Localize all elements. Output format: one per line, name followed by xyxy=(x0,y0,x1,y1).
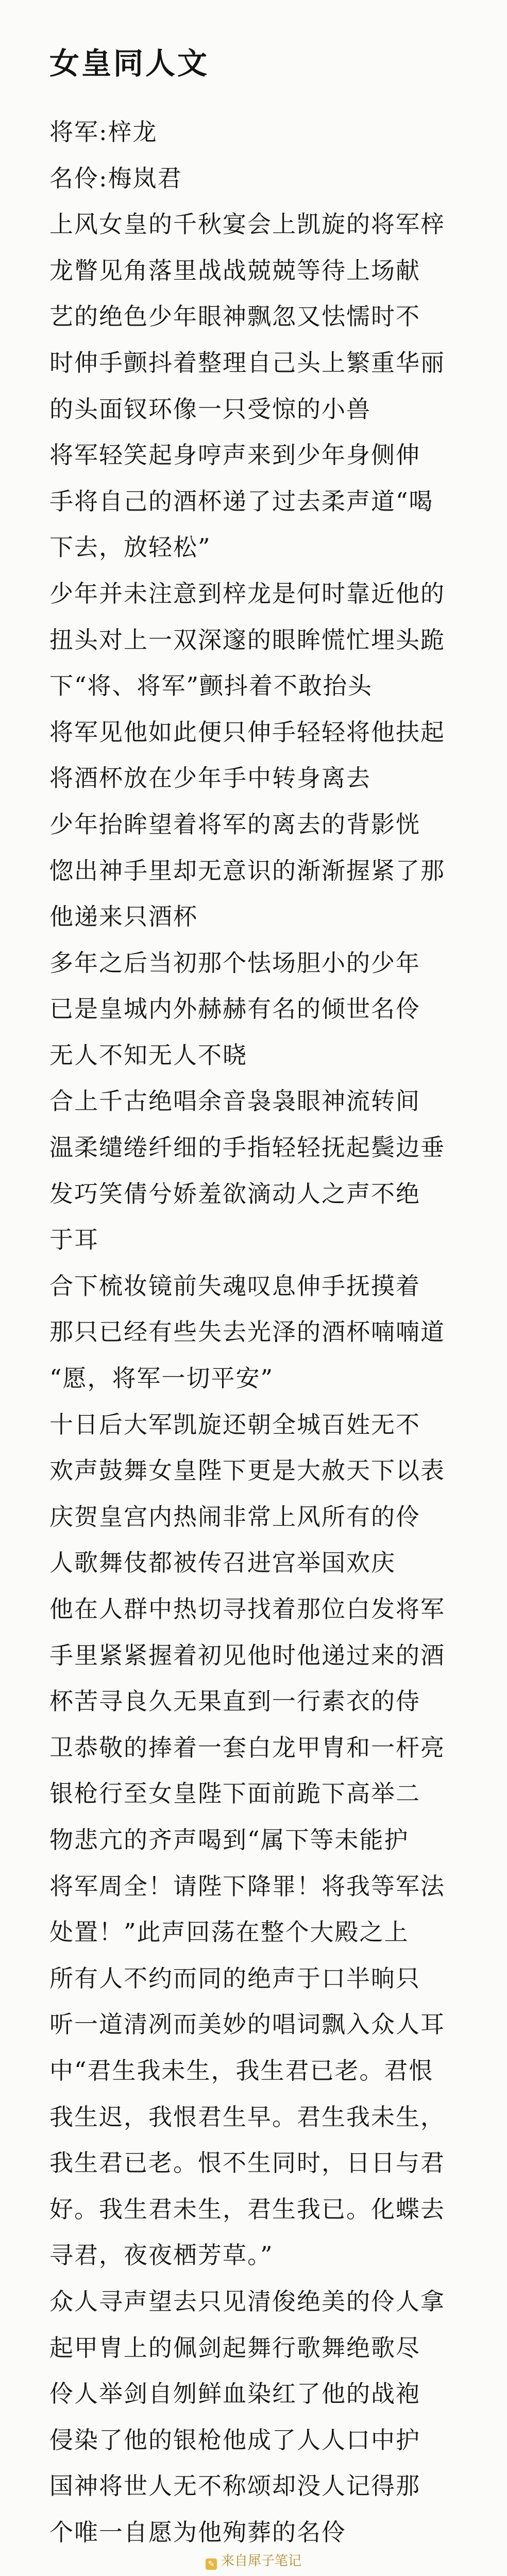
text-line: 个唯一自愿为他殉葬的名伶 xyxy=(49,2518,346,2546)
text-line: 所有人不约而同的绝声于口半晌只 xyxy=(49,1964,420,1992)
footer-attribution xyxy=(0,2550,507,2570)
text-line: 多年之后当初那个怯场胆小的少年 xyxy=(49,948,420,977)
text-line: 银枪行至女皇陛下面前跪下高举二 xyxy=(49,1780,420,1808)
text-line: 我生迟，我恨君生早。君生我未生， xyxy=(49,2103,445,2131)
text-line: 将军轻笑起身哼声来到少年身侧伸 xyxy=(49,441,420,469)
text-line: 艺的绝色少年眼神飘忽又怯懦时不 xyxy=(49,302,420,331)
text-line: 寻君，夜夜栖芳草。” xyxy=(49,2241,274,2269)
text-line: 中“君生我未生，我生君已老。君恨 xyxy=(49,2056,434,2084)
text-line: 手里紧紧握着初见他时他递过来的酒 xyxy=(49,1641,445,1669)
text-line: 好。我生君未生，君生我已。化蝶去 xyxy=(49,2195,445,2223)
text-line: 下去，放轻松” xyxy=(49,533,211,562)
text-line: 卫恭敬的捧着一套白龙甲胄和一杆亮 xyxy=(49,1733,445,1761)
text-line: 少年抬眸望着将军的离去的背影恍 xyxy=(49,810,420,838)
text-line: 听一道清冽而美妙的唱词飘入众人耳 xyxy=(49,2010,445,2039)
text-line: 合上千古绝唱余音袅袅眼神流转间 xyxy=(49,1087,420,1115)
text-line: 将军:梓龙 xyxy=(49,118,158,146)
text-line: 上风女皇的千秋宴会上凯旋的将军梓 xyxy=(49,210,445,239)
text-line: 侵染了他的银枪他成了人人口中护 xyxy=(49,2426,420,2454)
text-line: 十日后大军凯旋还朝全城百姓无不 xyxy=(49,1410,420,1438)
text-line: 下“将、将军”颤抖着不敢抬头 xyxy=(49,672,373,700)
text-line: 温柔缱绻纤细的手指轻轻抚起鬓边垂 xyxy=(49,1133,445,1162)
notebook-icon: ✎ xyxy=(206,2558,217,2570)
text-line: 无人不知无人不晓 xyxy=(49,1041,247,1069)
text-line: 国神将世人无不称颂却没人记得那 xyxy=(49,2472,420,2500)
text-line: “愿，将军一切平安” xyxy=(49,1364,274,1393)
text-line: 手将自己的酒杯递了过去柔声道“喝 xyxy=(49,487,434,515)
story-body xyxy=(49,109,471,2555)
text-line: 合下梳妆镜前失魂叹息伸手抚摸着 xyxy=(49,1272,420,1300)
text-line: 的头面钗环像一只受惊的小兽 xyxy=(49,395,371,423)
text-line: 那只已经有些失去光泽的酒杯喃喃道 xyxy=(49,1318,445,1346)
text-line: 伶人举剑自刎鲜血染红了他的战袍 xyxy=(49,2380,420,2408)
text-line: 物悲亢的齐声喝到“属下等未能护 xyxy=(49,1825,409,1854)
text-line: 发巧笑倩兮娇羞欲滴动人之声不绝 xyxy=(49,1179,420,1208)
text-line: 扭头对上一双深邃的眼眸慌忙埋头跪 xyxy=(49,625,445,654)
text-line: 杯苦寻良久无果直到一行素衣的侍 xyxy=(49,1687,420,1716)
text-line: 人歌舞伎都被传召进宫举国欢庆 xyxy=(49,1549,396,1577)
text-line: 将酒杯放在少年手中转身离去 xyxy=(49,764,371,792)
text-line: 将军见他如此便只伸手轻轻将他扶起 xyxy=(49,718,445,746)
text-line: 处置！”此声回荡在整个大殿之上 xyxy=(49,1918,409,1946)
text-line: 名伶:梅岚君 xyxy=(49,164,182,192)
text-line: 惚出神手里却无意识的渐渐握紧了那 xyxy=(49,856,445,885)
text-line: 于耳 xyxy=(49,1226,99,1254)
text-line: 我生君已老。恨不生同时，日日与君 xyxy=(49,2149,445,2177)
page-title: 女皇同人文 xyxy=(49,46,210,81)
text-line: 少年并未注意到梓龙是何时靠近他的 xyxy=(49,579,445,607)
text-line: 庆贺皇宫内热闹非常上风所有的伶 xyxy=(49,1502,420,1531)
text-line: 起甲胄上的佩剑起舞行歌舞绝歌尽 xyxy=(49,2333,420,2362)
text-line: 龙瞥见角落里战战兢兢等待上场献 xyxy=(49,256,420,284)
text-line: 时伸手颤抖着整理自己头上繁重华丽 xyxy=(49,348,445,377)
text-line: 众人寻声望去只见清俊绝美的伶人拿 xyxy=(49,2287,445,2315)
text-line: 他递来只酒杯 xyxy=(49,903,198,931)
text-line: 欢声鼓舞女皇陛下更是大赦天下以表 xyxy=(49,1456,445,1485)
text-line: 将军周全！请陛下降罪！将我等军法 xyxy=(49,1872,445,1900)
footer-text: 来自犀子笔记 xyxy=(221,2553,301,2569)
text-line: 他在人群中热切寻找着那位白发将军 xyxy=(49,1595,445,1623)
text-line: 已是皇城内外赫赫有名的倾世名伶 xyxy=(49,995,420,1023)
